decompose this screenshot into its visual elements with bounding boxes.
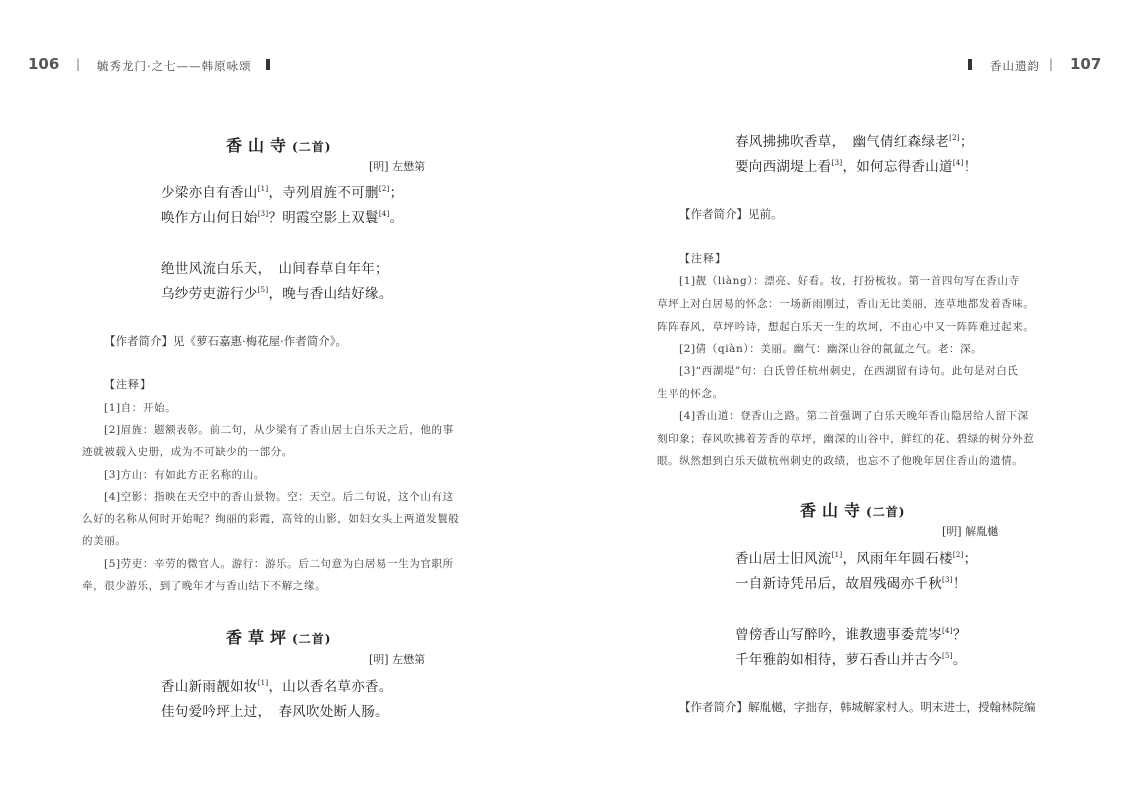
note-line: 的美丽。	[82, 535, 127, 547]
poem-author: [明] 解胤樾	[942, 525, 999, 538]
author-intro: 【作者简介】解胤樾，字拙存，韩城解家村人。明末进士，授翰林院编	[679, 700, 1036, 714]
poem-title: 香山寺(二首)	[226, 136, 332, 155]
left-running-title: 毓秀龙门·之七——韩原咏颂	[97, 59, 252, 73]
poem-line: 春风拂拂吹香草， 幽气倩红森绿老[2]；	[735, 134, 974, 150]
poem-line: 曾傍香山写醉吟，谁教遗事委荒岑[4]？	[735, 627, 967, 643]
note-line: 眼。纵然想到白乐天做杭州刺史的政绩，也忘不了他晚年居住香山的遗情。	[657, 455, 1024, 467]
right-page-number: 107	[1070, 55, 1102, 73]
poem-line: 香山新雨靓如妆[1]，山以香名草亦香。	[161, 679, 393, 695]
poem-line: 乌纱劳吏游行少[5]，晚与香山结好缘。	[161, 286, 393, 302]
note-line: 么好的名称从何时开始呢？绚丽的彩霞，高耸的山影，如妇女头上两道发鬟般	[82, 513, 460, 525]
author-intro: 【作者简介】见前。	[679, 207, 783, 221]
note-line: [4]香山道：登香山之路。第二首强调了白乐天晚年香山隐居给人留下深	[679, 410, 1029, 422]
note-line: 牵，很少游乐，到了晚年才与香山结下不解之缘。	[82, 580, 327, 592]
poem-line: 唤作方山何日始[3]？明霞空影上双鬟[4]。	[161, 210, 404, 226]
poem-title: 香草坪(二首)	[226, 628, 332, 647]
poem-line: 一自新诗凭吊后，故眉残碣亦千秋[3]！	[735, 576, 967, 592]
right-header-separator: |	[1049, 57, 1054, 71]
note-line: [1]靓（liàng）：漂亮、好看。妆，打扮梳妆。第一首四句写在香山寺	[679, 275, 1020, 287]
note-line: [2]眉旌：题额表彰。前二句，从少梁有了香山居士白乐天之后，他的事	[104, 424, 454, 436]
right-header-bar	[968, 59, 972, 70]
note-line: [5]劳吏：辛劳的微官人。游行：游乐。后二句意为白居易一生为官职所	[104, 558, 454, 570]
poem-line: 香山居士旧风流[1]，风雨年年圆石楼[2]；	[735, 551, 978, 567]
notes-heading: 【注释】	[104, 378, 152, 391]
left-header-bar	[266, 59, 270, 70]
note-line: [1]自：开始。	[104, 402, 177, 414]
author-intro: 【作者简介】见《萝石嘉惠·梅花屋·作者简介》。	[104, 334, 348, 348]
poem-line: 绝世风流白乐天， 山间春草自年年；	[161, 261, 389, 277]
right-running-title: 香山遗韵	[990, 59, 1040, 73]
left-page-number: 106	[28, 55, 60, 73]
note-line: 生平的怀念。	[657, 388, 724, 400]
poem-title: 香山寺(二首)	[800, 501, 906, 520]
poem-line: 千年雅韵如相待，萝石香山并古今[5]。	[735, 652, 967, 668]
poem-line: 少梁亦自有香山[1]，寺列眉旌不可删[2]；	[161, 185, 404, 201]
note-line: 迹就被载入史册，成为不可缺少的一部分。	[82, 446, 293, 458]
note-line: 刻印象；春风吹拂着芳香的草坪，幽深的山谷中，鲜红的花、碧绿的树分外惹	[657, 433, 1035, 445]
note-line: 草坪上对白居易的怀念：一场新雨刚过，香山无比美丽，连草地都发着香味。	[657, 298, 1035, 310]
note-line: [2]倩（qiàn）：美丽。幽气：幽深山谷的氤氲之气。老：深。	[679, 343, 983, 355]
note-line: [3]“西湖堤”句：白氏曾任杭州刺史，在西湖留有诗句。此句是对白氏	[679, 365, 1019, 377]
poem-author: [明] 左懋第	[369, 653, 426, 666]
poem-line: 佳句爱吟坪上过， 春风吹处断人肠。	[161, 704, 389, 720]
note-line: [3]方山：有如此方正名称的山。	[104, 469, 265, 481]
note-line: 阵阵春风，草坪吟诗，想起白乐天一生的坎坷，不由心中又一阵阵难过起来。	[657, 321, 1035, 333]
poem-author: [明] 左懋第	[369, 160, 426, 173]
note-line: [4]空影：指映在天空中的香山景物。空：天空。后二句说，这个山有这	[104, 491, 454, 503]
left-header-separator: |	[76, 57, 81, 71]
notes-heading: 【注释】	[679, 252, 727, 265]
poem-line: 要向西湖堤上看[3]，如何忘得香山道[4]！	[735, 159, 978, 175]
